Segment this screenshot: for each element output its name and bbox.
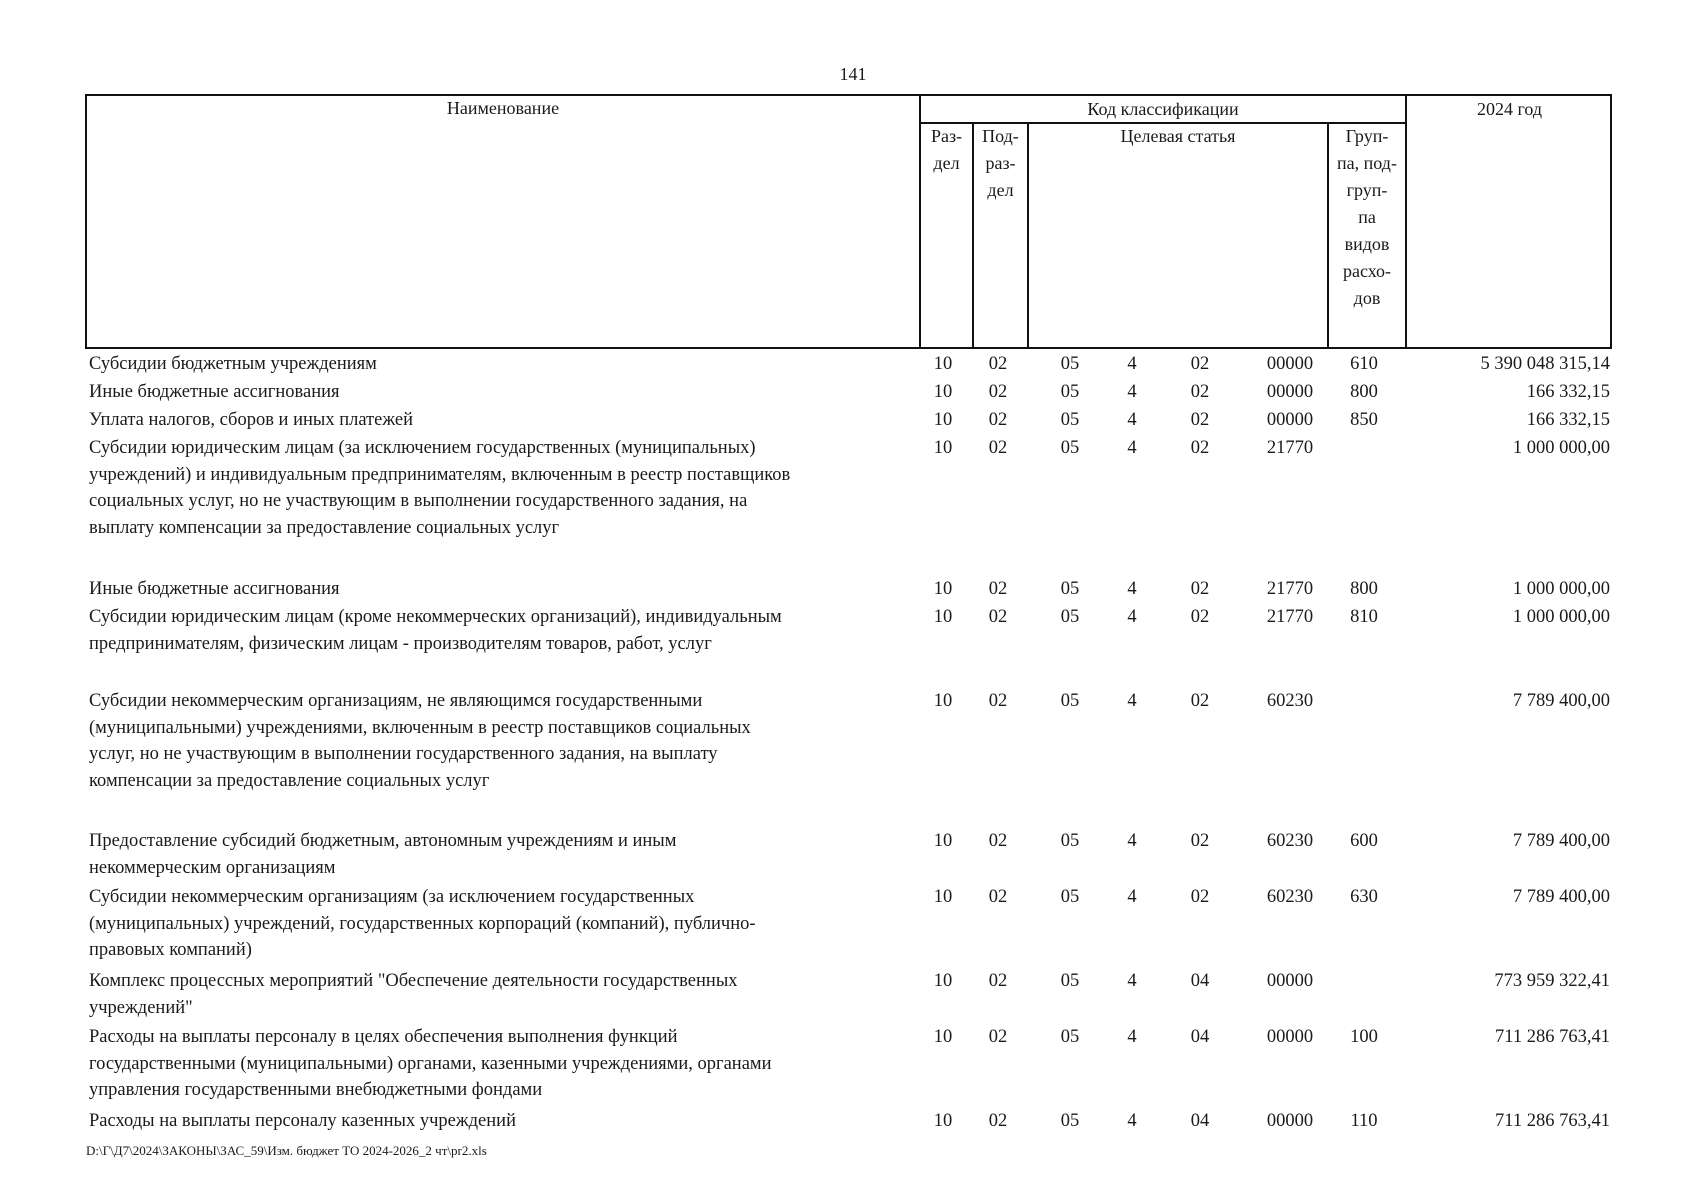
row-ts-program: 05 (1060, 691, 1080, 711)
row-podrazdel: 02 (988, 410, 1008, 430)
row-name: Субсидии юридическим лицам (кроме некоммерческих организаций), индивидуальным предпринимателям, физическим лицам - производителям товаров, работ, услуг (89, 607, 782, 654)
row-ts-type: 4 (1127, 438, 1137, 458)
row-sum: 7 789 400,00 (1512, 831, 1610, 851)
header-podrazdel: Под- раз- дел (982, 126, 1019, 200)
row-podrazdel: 02 (988, 382, 1008, 402)
row-podrazdel: 02 (988, 691, 1008, 711)
row-ts-type: 4 (1127, 691, 1137, 711)
row-name: Субсидии некоммерческим организациям (за исключением государственных (муниципальных) учреждений, государственных корпораций (компаний), публично- правовых компаний) (89, 887, 756, 960)
header-code-classification: Код классификации (1087, 99, 1239, 119)
row-name: Комплекс процессных мероприятий "Обеспечение деятельности государственных учреждений" (89, 971, 738, 1018)
row-ts-complex: 02 (1190, 607, 1210, 627)
row-ts-direction: 21770 (1266, 607, 1314, 627)
row-ts-complex: 02 (1190, 382, 1210, 402)
row-podrazdel: 02 (988, 1027, 1008, 1047)
row-ts-complex: 02 (1190, 579, 1210, 599)
row-group: 800 (1350, 579, 1378, 599)
row-razdel: 10 (933, 382, 953, 402)
row-ts-direction: 00000 (1266, 410, 1314, 430)
row-ts-type: 4 (1127, 410, 1137, 430)
row-razdel: 10 (933, 831, 953, 851)
row-razdel: 10 (933, 438, 953, 458)
row-razdel: 10 (933, 1027, 953, 1047)
row-sum: 711 286 763,41 (1495, 1027, 1610, 1047)
row-podrazdel: 02 (988, 607, 1008, 627)
row-name: Субсидии юридическим лицам (за исключением государственных (муниципальных) учреждений) и индивидуальным предпринимателям, включенным в реестр поставщиков социальных услуг, но не участвующим в выполнении государственного задания, на выплату компенсации за предоставление социальных услуг (89, 438, 791, 538)
row-podrazdel: 02 (988, 354, 1008, 374)
row-ts-direction: 21770 (1266, 579, 1314, 599)
row-group: 110 (1350, 1111, 1378, 1131)
header-razdel: Раз- дел (930, 126, 963, 173)
row-sum: 166 332,15 (1526, 410, 1610, 430)
row-podrazdel: 02 (988, 1111, 1008, 1131)
row-name: Уплата налогов, сборов и иных платежей (89, 410, 414, 430)
row-ts-type: 4 (1127, 971, 1137, 991)
row-name: Субсидии некоммерческим организациям, не являющимся государственными (муниципальными) учреждениями, включенным в реестр поставщиков социальных услуг, но не участвующим в выполнении государственного задания, на выплату компенсации за предоставление социальных услуг (89, 691, 751, 791)
row-group: 850 (1350, 410, 1378, 430)
row-ts-type: 4 (1127, 1111, 1137, 1131)
row-name: Иные бюджетные ассигнования (89, 382, 340, 402)
row-ts-complex: 02 (1190, 691, 1210, 711)
row-ts-program: 05 (1060, 579, 1080, 599)
row-ts-type: 4 (1127, 382, 1137, 402)
header-target-article: Целевая статья (1120, 126, 1236, 146)
row-group: 630 (1350, 887, 1378, 907)
row-ts-program: 05 (1060, 971, 1080, 991)
header-name: Наименование (446, 98, 560, 118)
row-name: Иные бюджетные ассигнования (89, 579, 340, 599)
row-razdel: 10 (933, 579, 953, 599)
row-ts-direction: 00000 (1266, 1111, 1314, 1131)
row-sum: 773 959 322,41 (1494, 971, 1610, 991)
row-ts-direction: 60230 (1266, 831, 1314, 851)
row-ts-complex: 02 (1190, 410, 1210, 430)
row-ts-program: 05 (1060, 1027, 1080, 1047)
row-name: Субсидии бюджетным учреждениям (89, 354, 377, 374)
row-ts-direction: 00000 (1266, 382, 1314, 402)
row-group: 810 (1350, 607, 1378, 627)
row-ts-direction: 00000 (1266, 354, 1314, 374)
row-name: Расходы на выплаты персоналу казенных учреждений (89, 1111, 516, 1131)
row-group: 600 (1350, 831, 1378, 851)
row-podrazdel: 02 (988, 971, 1008, 991)
page-number: 141 (839, 64, 867, 84)
row-ts-direction: 00000 (1266, 971, 1314, 991)
row-ts-type: 4 (1127, 887, 1137, 907)
row-ts-type: 4 (1127, 831, 1137, 851)
row-razdel: 10 (933, 971, 953, 991)
row-razdel: 10 (933, 887, 953, 907)
row-razdel: 10 (933, 607, 953, 627)
row-ts-program: 05 (1060, 382, 1080, 402)
row-ts-program: 05 (1060, 1111, 1080, 1131)
row-ts-direction: 21770 (1266, 438, 1314, 458)
row-ts-complex: 04 (1190, 971, 1210, 991)
row-ts-direction: 60230 (1266, 691, 1314, 711)
row-sum: 1 000 000,00 (1512, 438, 1610, 458)
row-razdel: 10 (933, 354, 953, 374)
row-group: 800 (1350, 382, 1378, 402)
row-sum: 7 789 400,00 (1512, 887, 1610, 907)
row-ts-program: 05 (1060, 438, 1080, 458)
row-group: 610 (1350, 354, 1378, 374)
row-ts-program: 05 (1060, 354, 1080, 374)
row-name: Предоставление субсидий бюджетным, автономным учреждениям и иным некоммерческим организациям (89, 831, 677, 878)
row-ts-complex: 02 (1190, 887, 1210, 907)
row-razdel: 10 (933, 410, 953, 430)
row-name: Расходы на выплаты персоналу в целях обеспечения выполнения функций государственными (муниципальными) органами, казенными учреждениями, органами управления государственными внебюджетными фондами (89, 1027, 772, 1100)
row-ts-program: 05 (1060, 887, 1080, 907)
row-razdel: 10 (933, 1111, 953, 1131)
row-sum: 1 000 000,00 (1512, 607, 1610, 627)
row-ts-type: 4 (1127, 1027, 1137, 1047)
row-razdel: 10 (933, 691, 953, 711)
row-ts-direction: 60230 (1266, 887, 1314, 907)
footer-file-path: D:\Г\Д7\2024\ЗАКОНЫ\ЗАС_59\Изм. бюджет ТО 2024-2026_2 чт\pr2.xls (86, 1143, 487, 1158)
row-ts-complex: 02 (1190, 438, 1210, 458)
row-sum: 711 286 763,41 (1495, 1111, 1610, 1131)
row-sum: 7 789 400,00 (1512, 691, 1610, 711)
row-ts-type: 4 (1127, 579, 1137, 599)
row-ts-complex: 04 (1190, 1111, 1210, 1131)
row-ts-complex: 02 (1190, 831, 1210, 851)
row-sum: 166 332,15 (1526, 382, 1610, 402)
row-sum: 5 390 048 315,14 (1480, 354, 1610, 374)
row-ts-complex: 04 (1190, 1027, 1210, 1047)
row-ts-type: 4 (1127, 607, 1137, 627)
row-podrazdel: 02 (988, 438, 1008, 458)
row-podrazdel: 02 (988, 887, 1008, 907)
row-ts-complex: 02 (1190, 354, 1210, 374)
row-ts-direction: 00000 (1266, 1027, 1314, 1047)
row-group: 100 (1350, 1027, 1378, 1047)
row-ts-program: 05 (1060, 410, 1080, 430)
row-podrazdel: 02 (988, 579, 1008, 599)
row-ts-program: 05 (1060, 607, 1080, 627)
row-ts-type: 4 (1127, 354, 1137, 374)
row-podrazdel: 02 (988, 831, 1008, 851)
row-ts-program: 05 (1060, 831, 1080, 851)
header-year: 2024 год (1476, 99, 1543, 119)
header-group: Груп- па, под- груп- па видов расхо- дов (1337, 126, 1397, 308)
row-sum: 1 000 000,00 (1512, 579, 1610, 599)
